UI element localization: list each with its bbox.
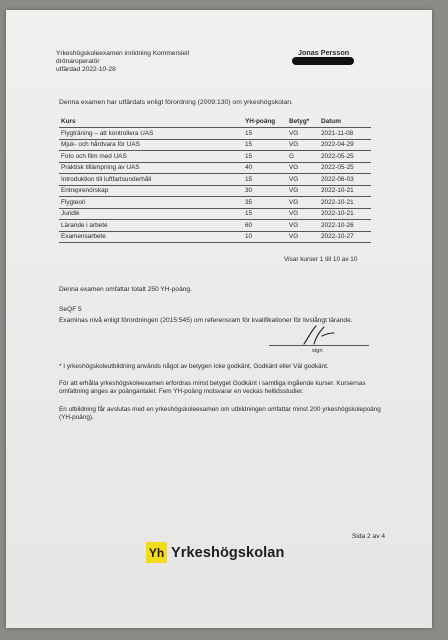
requirements-note: För att erhålla yrkeshögskoleexamen erfordras minst betyget Godkänt i samtliga ingående kurser. Kursernas omfattning anges av poängantalet. Fem YH-poäng motsvarar en veckas heltidsstudier. [59,380,366,396]
course-table [59,116,371,243]
table-header-row [59,116,371,128]
grades-note: * I yrkeshögskoleutbildning används något av betygen Icke godkänt, Godkänt eller Väl godkänt. [59,363,329,370]
table-row [59,151,371,163]
cell-betyg: VG [287,185,319,197]
cell-datum: 2022-06-03 [319,174,371,186]
cell-datum: 2021-11-08 [319,128,371,140]
cell-betyg: VG [287,128,319,140]
table-row [59,197,371,209]
exam-title-line2: drönaroperatör [56,58,100,65]
table-row [59,220,371,232]
cell-kurs: Examensarbete [59,231,243,243]
cell-betyg: G [287,151,319,163]
document-page [6,10,432,628]
signature-scribble [302,324,336,346]
cell-yh: 15 [243,208,287,220]
logo-name: Yrkeshögskolan [171,544,285,561]
cell-kurs: Foto och film med UAS [59,151,243,163]
cell-datum: 2022-10-27 [319,231,371,243]
cell-datum: 2022-05-25 [319,151,371,163]
cell-betyg: VG [287,220,319,232]
cell-yh: 15 [243,151,287,163]
table-pager-text: Visar kurser 1 till 10 av 10 [284,256,358,263]
exam-title-line1: Yrkeshögskoleexamen inriktning Kommersiell [56,50,190,57]
cell-kurs: Mjuk- och hårdvara för UAS [59,139,243,151]
header-yh-poang: YH-poäng [245,118,276,125]
cell-datum: 2022-10-21 [319,197,371,209]
cell-betyg: VG [287,139,319,151]
cell-kurs: Flygteori [59,197,243,209]
header-betyg: Betyg* [289,118,310,125]
signature-line [269,345,369,346]
cell-datum: 2022-10-26 [319,220,371,232]
cell-datum: 2022-10-21 [319,208,371,220]
cell-yh: 10 [243,231,287,243]
header-datum: Datum [321,118,341,125]
duration-note: En utbildning får avslutas med en yrkeshögskoleexamen om utbildningen omfattar minst 200 yrkeshögskolepoäng (YH-poäng). [59,406,381,422]
yrkeshogskolan-logo [146,542,284,563]
cell-yh: 15 [243,128,287,140]
table-row [59,162,371,174]
sign-label: sign [312,348,323,354]
cell-yh: 40 [243,162,287,174]
page-number: Sida 2 av 4 [352,533,385,540]
exam-header [56,50,189,74]
cell-kurs: Lärande i arbete [59,220,243,232]
level-description: Examinas nivå enligt förordningen (2015:545) om referensram för kvalifikationer för livslångt lärande. [59,317,353,324]
cell-datum: 2022-10-21 [319,185,371,197]
table-row [59,185,371,197]
student-name: Jonas Persson [298,48,350,57]
cell-yh: 60 [243,220,287,232]
cell-yh: 15 [243,174,287,186]
cell-betyg: VG [287,162,319,174]
intro-text: Denna examen har utfärdats enligt förordning (2009:130) om yrkeshögskolan. [59,99,293,106]
table-row [59,139,371,151]
exam-issue-date: utfärdad 2022-10-28 [56,66,116,73]
seqf-level: SeQF 5 [59,306,82,313]
cell-kurs: Juridik [59,208,243,220]
cell-kurs: Introduktion till luftfartsunderhåll [59,174,243,186]
table-row [59,174,371,186]
cell-yh: 35 [243,197,287,209]
cell-datum: 2022-04-29 [319,139,371,151]
total-points: Denna examen omfattar totalt 250 YH-poäng. [59,286,192,293]
cell-datum: 2022-05-25 [319,162,371,174]
cell-kurs: Entreprenörskap [59,185,243,197]
cell-kurs: Praktisk tillämpning av UAS [59,162,243,174]
table-row [59,231,371,243]
cell-betyg: VG [287,208,319,220]
redaction-bar [292,57,354,65]
cell-kurs: Flygträning – att kontrollera UAS [59,128,243,140]
header-kurs: Kurs [61,118,76,125]
cell-betyg: VG [287,197,319,209]
logo-mark: Yh [146,542,167,563]
cell-betyg: VG [287,231,319,243]
table-row [59,208,371,220]
cell-betyg: VG [287,174,319,186]
cell-yh: 30 [243,185,287,197]
table-row [59,128,371,140]
cell-yh: 15 [243,139,287,151]
